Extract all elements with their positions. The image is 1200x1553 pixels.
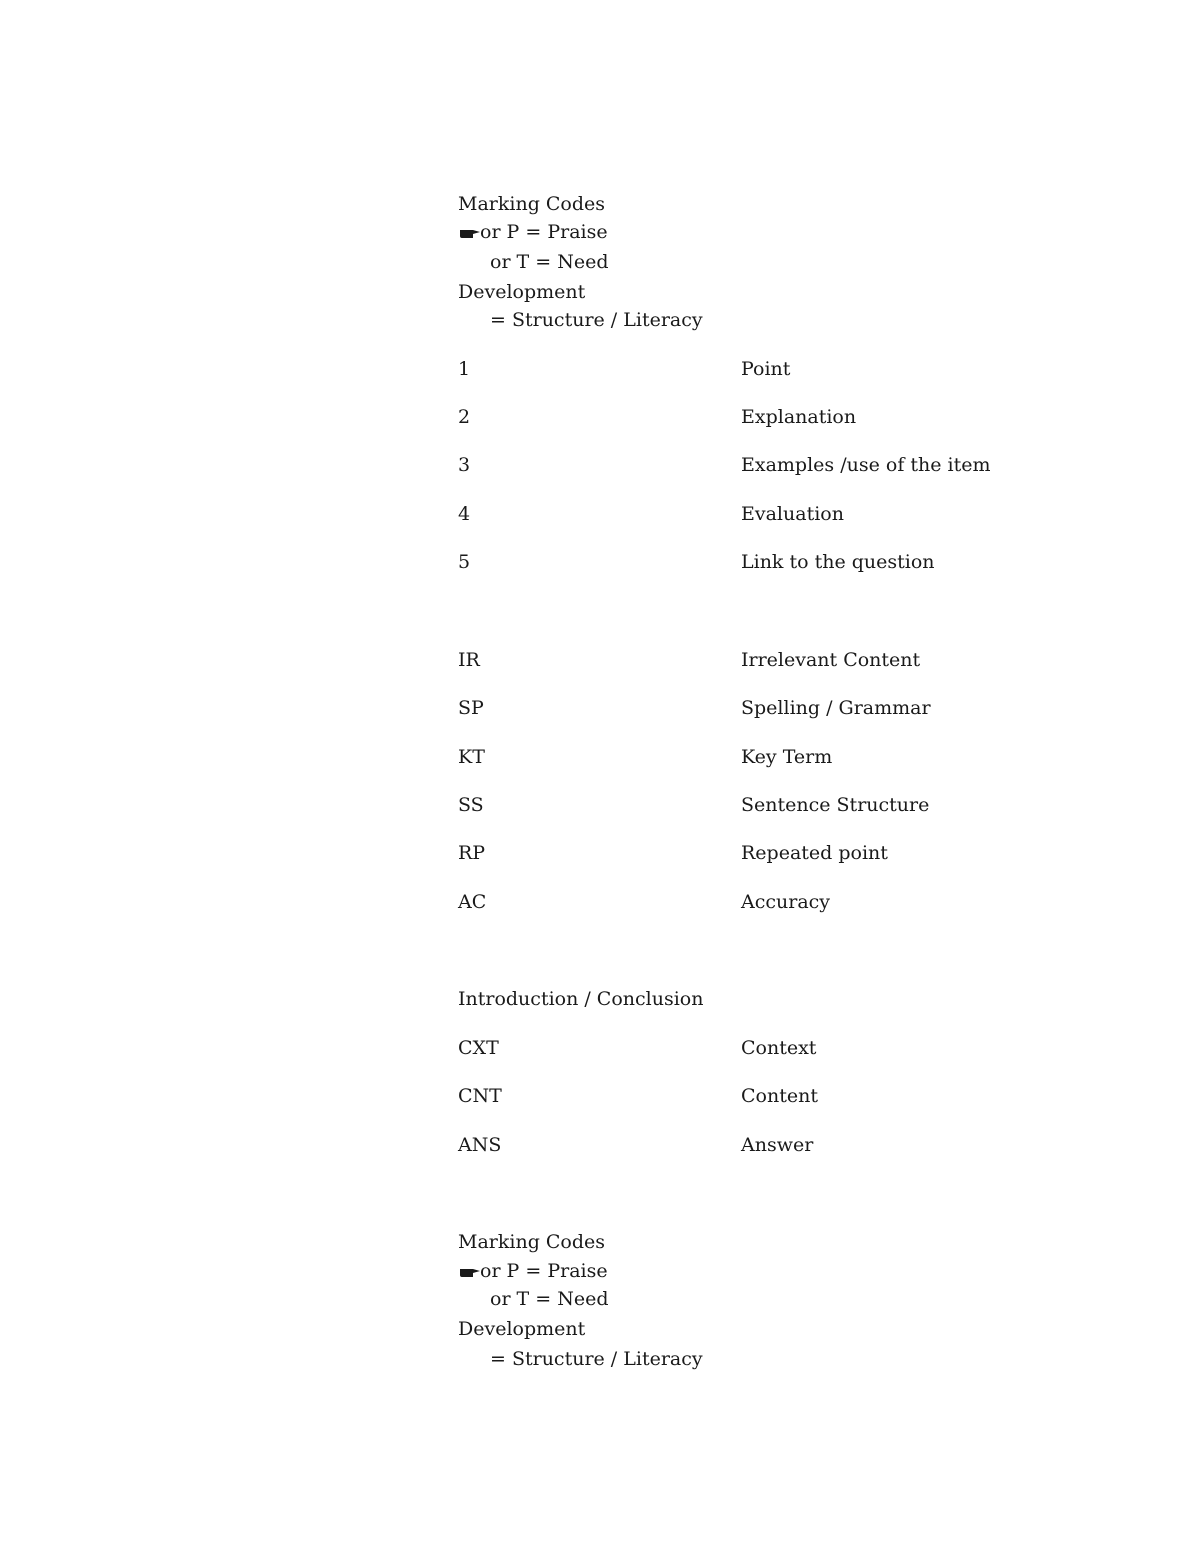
meaning-cell: Sentence Structure (741, 794, 930, 816)
code-cell: CXT (458, 1037, 499, 1059)
code-cell: 4 (458, 503, 471, 525)
code-cell: 3 (458, 454, 471, 476)
code-cell: 1 (458, 358, 471, 380)
pointing-hand-icon (459, 227, 481, 239)
pointing-hand-icon (459, 1266, 481, 1278)
structure-literacy-line: = Structure / Literacy (490, 1348, 703, 1370)
marking-codes-title: Marking Codes (458, 193, 606, 215)
marking-codes-title: Marking Codes (458, 1231, 606, 1253)
code-cell: 2 (458, 406, 471, 428)
praise-code-line: or P = Praise (480, 1260, 608, 1282)
development-line: Development (458, 281, 586, 303)
need-code-line: or T = Need (490, 1288, 609, 1310)
structure-literacy-line: = Structure / Literacy (490, 309, 703, 331)
meaning-cell: Accuracy (741, 891, 831, 913)
code-cell: SP (458, 697, 484, 719)
meaning-cell: Context (741, 1037, 817, 1059)
code-cell: AC (458, 891, 487, 913)
meaning-cell: Evaluation (741, 503, 844, 525)
code-cell: 5 (458, 551, 471, 573)
code-cell: IR (458, 649, 480, 671)
code-cell: ANS (458, 1134, 502, 1156)
code-cell: SS (458, 794, 484, 816)
meaning-cell: Repeated point (741, 842, 888, 864)
code-cell: RP (458, 842, 486, 864)
meaning-cell: Key Term (741, 746, 833, 768)
meaning-cell: Point (741, 358, 791, 380)
code-cell: CNT (458, 1085, 502, 1107)
need-code-line: or T = Need (490, 251, 609, 273)
development-line: Development (458, 1318, 586, 1340)
meaning-cell: Spelling / Grammar (741, 697, 931, 719)
meaning-cell: Irrelevant Content (741, 649, 921, 671)
meaning-cell: Answer (741, 1134, 814, 1156)
code-cell: KT (458, 746, 485, 768)
section-heading: Introduction / Conclusion (458, 988, 704, 1010)
meaning-cell: Content (741, 1085, 818, 1107)
meaning-cell: Link to the question (741, 551, 935, 573)
meaning-cell: Examples /use of the item (741, 454, 991, 476)
meaning-cell: Explanation (741, 406, 857, 428)
praise-code-line: or P = Praise (480, 221, 608, 243)
